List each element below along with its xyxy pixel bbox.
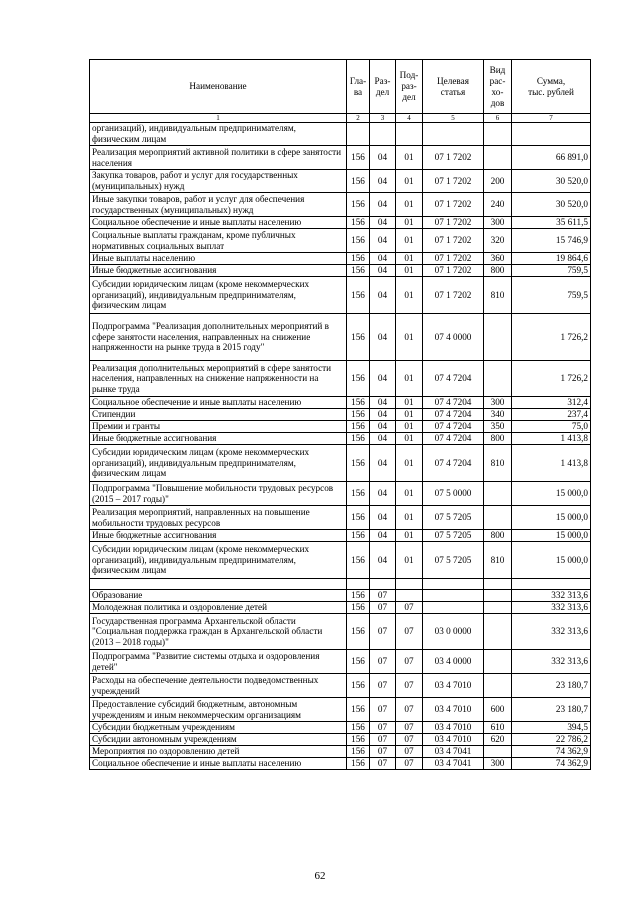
cell-section: 04 bbox=[370, 229, 396, 253]
cell-target-article bbox=[423, 590, 484, 602]
cell-expense-type: 360 bbox=[484, 253, 512, 265]
cell-target-article: 07 1 7202 bbox=[423, 277, 484, 314]
cell-section bbox=[370, 123, 396, 146]
cell-amount: 30 520,0 bbox=[512, 170, 591, 193]
cell-amount: 74 362,9 bbox=[512, 746, 591, 758]
cell-section: 04 bbox=[370, 265, 396, 277]
cell-expense-type: 600 bbox=[484, 698, 512, 722]
cell-name bbox=[90, 579, 347, 590]
cell-chapter: 156 bbox=[347, 170, 370, 193]
table-row bbox=[90, 542, 591, 579]
table-row bbox=[90, 229, 591, 253]
table-row bbox=[90, 445, 591, 482]
cell-expense-type: 200 bbox=[484, 170, 512, 193]
cell-target-article: 07 4 0000 bbox=[423, 314, 484, 361]
cell-name: организаций), индивидуальным предпринимателям, физическим лицам bbox=[90, 123, 347, 146]
cell-amount: 15 000,0 bbox=[512, 506, 591, 530]
cell-expense-type bbox=[484, 746, 512, 758]
table-row bbox=[90, 123, 591, 146]
cell-name: Расходы на обеспечение деятельности подведомственных учреждений bbox=[90, 674, 347, 698]
cell-amount: 19 864,6 bbox=[512, 253, 591, 265]
cell-subsection: 01 bbox=[396, 482, 423, 506]
cell-target-article: 07 1 7202 bbox=[423, 253, 484, 265]
cell-expense-type bbox=[484, 123, 512, 146]
cell-amount: 15 000,0 bbox=[512, 482, 591, 506]
header-name: Наименование bbox=[90, 60, 347, 114]
cell-subsection: 07 bbox=[396, 614, 423, 650]
cell-expense-type: 300 bbox=[484, 217, 512, 229]
cell-subsection: 07 bbox=[396, 722, 423, 734]
cell-name: Социальные выплаты гражданам, кроме публичных нормативных социальных выплат bbox=[90, 229, 347, 253]
cell-subsection: 07 bbox=[396, 746, 423, 758]
cell-amount: 15 746,9 bbox=[512, 229, 591, 253]
cell-name: Социальное обеспечение и иные выплаты населению bbox=[90, 758, 347, 770]
cell-target-article: 07 1 7202 bbox=[423, 217, 484, 229]
table-row bbox=[90, 193, 591, 217]
cell-section: 04 bbox=[370, 253, 396, 265]
header-subsection: Под- раз- дел bbox=[396, 60, 423, 114]
cell-target-article: 07 4 7204 bbox=[423, 409, 484, 421]
cell-name: Мероприятия по оздоровлению детей bbox=[90, 746, 347, 758]
cell-expense-type bbox=[484, 590, 512, 602]
cell-amount: 312,4 bbox=[512, 397, 591, 409]
cell-chapter: 156 bbox=[347, 482, 370, 506]
table-row bbox=[90, 506, 591, 530]
cell-amount: 15 000,0 bbox=[512, 530, 591, 542]
table-row bbox=[90, 397, 591, 409]
cell-chapter: 156 bbox=[347, 746, 370, 758]
cell-chapter: 156 bbox=[347, 253, 370, 265]
cell-amount: 759,5 bbox=[512, 277, 591, 314]
cell-name: Реализация мероприятий, направленных на повышение мобильности трудовых ресурсов bbox=[90, 506, 347, 530]
cell-section: 04 bbox=[370, 277, 396, 314]
cell-chapter: 156 bbox=[347, 314, 370, 361]
cell-section: 04 bbox=[370, 146, 396, 170]
cell-expense-type bbox=[484, 506, 512, 530]
cell-amount: 30 520,0 bbox=[512, 193, 591, 217]
cell-name: Государственная программа Архангельской области "Социальная поддержка граждан в Архангельской области (2013 – 2018 годы)" bbox=[90, 614, 347, 650]
cell-subsection: 01 bbox=[396, 193, 423, 217]
cell-expense-type: 350 bbox=[484, 421, 512, 433]
cell-expense-type bbox=[484, 579, 512, 590]
cell-target-article: 07 4 7204 bbox=[423, 445, 484, 482]
cell-chapter: 156 bbox=[347, 445, 370, 482]
cell-chapter: 156 bbox=[347, 614, 370, 650]
cell-expense-type: 300 bbox=[484, 397, 512, 409]
cell-expense-type: 300 bbox=[484, 758, 512, 770]
cell-name: Субсидии бюджетным учреждениям bbox=[90, 722, 347, 734]
cell-section: 07 bbox=[370, 590, 396, 602]
cell-chapter: 156 bbox=[347, 217, 370, 229]
cell-amount: 1 413,8 bbox=[512, 433, 591, 445]
table-row bbox=[90, 253, 591, 265]
cell-section: 04 bbox=[370, 421, 396, 433]
cell-expense-type: 800 bbox=[484, 433, 512, 445]
cell-chapter bbox=[347, 579, 370, 590]
cell-expense-type bbox=[484, 674, 512, 698]
cell-expense-type bbox=[484, 650, 512, 674]
cell-target-article: 07 5 7205 bbox=[423, 542, 484, 579]
cell-expense-type: 800 bbox=[484, 265, 512, 277]
cell-target-article: 03 0 0000 bbox=[423, 614, 484, 650]
cell-section bbox=[370, 579, 396, 590]
cell-section: 04 bbox=[370, 361, 396, 397]
cell-section: 07 bbox=[370, 722, 396, 734]
table-row bbox=[90, 277, 591, 314]
cell-name: Предоставление субсидий бюджетным, автономным учреждениям и иным некоммерческим организациям bbox=[90, 698, 347, 722]
table-row bbox=[90, 674, 591, 698]
cell-name: Подпрограмма "Повышение мобильности трудовых ресурсов (2015 – 2017 годы)" bbox=[90, 482, 347, 506]
cell-name: Молодежная политика и оздоровление детей bbox=[90, 602, 347, 614]
cell-name: Иные закупки товаров, работ и услуг для обеспечения государственных (муниципальных) нужд bbox=[90, 193, 347, 217]
cell-target-article: 07 4 7204 bbox=[423, 421, 484, 433]
cell-expense-type bbox=[484, 614, 512, 650]
table-row bbox=[90, 170, 591, 193]
cell-subsection: 07 bbox=[396, 758, 423, 770]
cell-expense-type: 610 bbox=[484, 722, 512, 734]
cell-subsection: 01 bbox=[396, 146, 423, 170]
cell-target-article: 07 5 7205 bbox=[423, 506, 484, 530]
cell-name: Закупка товаров, работ и услуг для государственных (муниципальных) нужд bbox=[90, 170, 347, 193]
cell-name: Иные бюджетные ассигнования bbox=[90, 530, 347, 542]
cell-target-article: 03 4 0000 bbox=[423, 650, 484, 674]
column-number: 2 bbox=[347, 114, 370, 123]
cell-amount: 1 726,2 bbox=[512, 314, 591, 361]
cell-subsection: 01 bbox=[396, 217, 423, 229]
header-target-article: Целевая статья bbox=[423, 60, 484, 114]
cell-target-article: 07 5 0000 bbox=[423, 482, 484, 506]
table-row bbox=[90, 433, 591, 445]
cell-amount: 332 313,6 bbox=[512, 650, 591, 674]
cell-target-article: 03 4 7010 bbox=[423, 734, 484, 746]
cell-amount: 66 891,0 bbox=[512, 146, 591, 170]
cell-expense-type: 810 bbox=[484, 445, 512, 482]
cell-amount: 394,5 bbox=[512, 722, 591, 734]
cell-name: Образование bbox=[90, 590, 347, 602]
cell-subsection: 07 bbox=[396, 698, 423, 722]
table-row bbox=[90, 602, 591, 614]
cell-name: Реализация мероприятий активной политики в сфере занятости населения bbox=[90, 146, 347, 170]
cell-subsection: 01 bbox=[396, 409, 423, 421]
cell-name: Подпрограмма "Реализация дополнительных мероприятий в сфере занятости населения, направленных на снижение напряженности на рынке труда в 2015 году" bbox=[90, 314, 347, 361]
column-number: 4 bbox=[396, 114, 423, 123]
cell-chapter: 156 bbox=[347, 734, 370, 746]
cell-expense-type: 620 bbox=[484, 734, 512, 746]
cell-target-article bbox=[423, 579, 484, 590]
cell-chapter: 156 bbox=[347, 397, 370, 409]
cell-subsection: 01 bbox=[396, 253, 423, 265]
cell-subsection: 01 bbox=[396, 397, 423, 409]
cell-amount: 15 000,0 bbox=[512, 542, 591, 579]
cell-target-article bbox=[423, 123, 484, 146]
column-number: 6 bbox=[484, 114, 512, 123]
cell-section: 04 bbox=[370, 542, 396, 579]
cell-amount: 332 313,6 bbox=[512, 602, 591, 614]
cell-name: Стипендии bbox=[90, 409, 347, 421]
cell-subsection bbox=[396, 579, 423, 590]
cell-chapter: 156 bbox=[347, 506, 370, 530]
cell-target-article: 07 1 7202 bbox=[423, 229, 484, 253]
cell-section: 04 bbox=[370, 193, 396, 217]
cell-section: 04 bbox=[370, 433, 396, 445]
cell-chapter: 156 bbox=[347, 722, 370, 734]
cell-subsection: 01 bbox=[396, 542, 423, 579]
cell-section: 07 bbox=[370, 746, 396, 758]
cell-expense-type: 240 bbox=[484, 193, 512, 217]
cell-chapter: 156 bbox=[347, 530, 370, 542]
cell-section: 04 bbox=[370, 170, 396, 193]
cell-amount: 332 313,6 bbox=[512, 614, 591, 650]
cell-subsection: 01 bbox=[396, 170, 423, 193]
cell-chapter: 156 bbox=[347, 361, 370, 397]
cell-section: 04 bbox=[370, 397, 396, 409]
table-body bbox=[90, 123, 591, 770]
table-row bbox=[90, 590, 591, 602]
cell-chapter: 156 bbox=[347, 758, 370, 770]
cell-amount: 22 786,2 bbox=[512, 734, 591, 746]
cell-section: 07 bbox=[370, 650, 396, 674]
cell-section: 07 bbox=[370, 614, 396, 650]
column-number: 3 bbox=[370, 114, 396, 123]
cell-chapter: 156 bbox=[347, 650, 370, 674]
cell-amount: 1 726,2 bbox=[512, 361, 591, 397]
cell-subsection: 07 bbox=[396, 674, 423, 698]
cell-subsection: 07 bbox=[396, 650, 423, 674]
table-row bbox=[90, 217, 591, 229]
cell-chapter: 156 bbox=[347, 409, 370, 421]
cell-expense-type bbox=[484, 482, 512, 506]
cell-subsection: 07 bbox=[396, 734, 423, 746]
cell-expense-type: 810 bbox=[484, 277, 512, 314]
cell-target-article: 07 4 7204 bbox=[423, 433, 484, 445]
table-row bbox=[90, 146, 591, 170]
cell-amount: 23 180,7 bbox=[512, 698, 591, 722]
cell-target-article: 07 1 7202 bbox=[423, 146, 484, 170]
column-number: 1 bbox=[90, 114, 347, 123]
cell-name: Премии и гранты bbox=[90, 421, 347, 433]
cell-subsection: 07 bbox=[396, 602, 423, 614]
cell-amount: 759,5 bbox=[512, 265, 591, 277]
cell-subsection: 01 bbox=[396, 421, 423, 433]
cell-section: 04 bbox=[370, 530, 396, 542]
cell-section: 04 bbox=[370, 506, 396, 530]
cell-name: Иные бюджетные ассигнования bbox=[90, 433, 347, 445]
cell-name: Социальное обеспечение и иные выплаты населению bbox=[90, 397, 347, 409]
table-row bbox=[90, 734, 591, 746]
table-row bbox=[90, 421, 591, 433]
cell-chapter: 156 bbox=[347, 590, 370, 602]
table-row bbox=[90, 579, 591, 590]
cell-name: Субсидии юридическим лицам (кроме некоммерческих организаций), индивидуальным предпринимателям, физическим лицам bbox=[90, 277, 347, 314]
cell-chapter: 156 bbox=[347, 229, 370, 253]
cell-subsection: 01 bbox=[396, 433, 423, 445]
column-number-row bbox=[90, 114, 591, 123]
table-row bbox=[90, 614, 591, 650]
cell-expense-type bbox=[484, 361, 512, 397]
cell-name: Иные бюджетные ассигнования bbox=[90, 265, 347, 277]
table-row bbox=[90, 314, 591, 361]
cell-expense-type bbox=[484, 602, 512, 614]
cell-chapter bbox=[347, 123, 370, 146]
cell-amount bbox=[512, 579, 591, 590]
cell-amount bbox=[512, 123, 591, 146]
table-row bbox=[90, 746, 591, 758]
cell-section: 04 bbox=[370, 445, 396, 482]
table-row bbox=[90, 530, 591, 542]
cell-amount: 75,0 bbox=[512, 421, 591, 433]
cell-chapter: 156 bbox=[347, 265, 370, 277]
cell-section: 07 bbox=[370, 674, 396, 698]
cell-chapter: 156 bbox=[347, 698, 370, 722]
table-row bbox=[90, 361, 591, 397]
cell-name: Субсидии юридическим лицам (кроме некоммерческих организаций), индивидуальным предпринимателям, физическим лицам bbox=[90, 445, 347, 482]
column-number: 5 bbox=[423, 114, 484, 123]
cell-subsection: 01 bbox=[396, 530, 423, 542]
cell-chapter: 156 bbox=[347, 433, 370, 445]
cell-section: 07 bbox=[370, 602, 396, 614]
table-row bbox=[90, 758, 591, 770]
cell-expense-type bbox=[484, 314, 512, 361]
cell-section: 07 bbox=[370, 698, 396, 722]
cell-expense-type: 800 bbox=[484, 530, 512, 542]
table-row bbox=[90, 698, 591, 722]
cell-chapter: 156 bbox=[347, 602, 370, 614]
header-chapter: Гла- ва bbox=[347, 60, 370, 114]
header-amount: Сумма, тыс. рублей bbox=[512, 60, 591, 114]
cell-target-article: 03 4 7010 bbox=[423, 722, 484, 734]
page-number: 62 bbox=[314, 870, 326, 882]
cell-subsection: 01 bbox=[396, 229, 423, 253]
cell-expense-type: 340 bbox=[484, 409, 512, 421]
cell-subsection bbox=[396, 123, 423, 146]
cell-name: Иные выплаты населению bbox=[90, 253, 347, 265]
budget-table bbox=[89, 59, 591, 770]
cell-amount: 237,4 bbox=[512, 409, 591, 421]
cell-target-article: 03 4 7041 bbox=[423, 746, 484, 758]
table-row bbox=[90, 722, 591, 734]
cell-target-article: 03 4 7010 bbox=[423, 698, 484, 722]
cell-name: Подпрограмма "Развитие системы отдыха и оздоровления детей" bbox=[90, 650, 347, 674]
cell-target-article: 07 5 7205 bbox=[423, 530, 484, 542]
cell-expense-type: 810 bbox=[484, 542, 512, 579]
cell-section: 07 bbox=[370, 758, 396, 770]
cell-subsection: 01 bbox=[396, 277, 423, 314]
cell-amount: 332 313,6 bbox=[512, 590, 591, 602]
cell-amount: 35 611,5 bbox=[512, 217, 591, 229]
cell-name: Социальное обеспечение и иные выплаты населению bbox=[90, 217, 347, 229]
cell-target-article: 07 1 7202 bbox=[423, 193, 484, 217]
cell-chapter: 156 bbox=[347, 542, 370, 579]
table-row bbox=[90, 482, 591, 506]
cell-amount: 74 362,9 bbox=[512, 758, 591, 770]
cell-chapter: 156 bbox=[347, 193, 370, 217]
cell-subsection bbox=[396, 590, 423, 602]
cell-subsection: 01 bbox=[396, 361, 423, 397]
header-row bbox=[90, 60, 591, 114]
cell-name: Субсидии юридическим лицам (кроме некоммерческих организаций), индивидуальным предпринимателям, физическим лицам bbox=[90, 542, 347, 579]
cell-section: 04 bbox=[370, 482, 396, 506]
cell-target-article: 07 1 7202 bbox=[423, 170, 484, 193]
cell-name: Реализация дополнительных мероприятий в сфере занятости населения, направленных на снижение напряженности на рынке труда bbox=[90, 361, 347, 397]
cell-target-article: 07 1 7202 bbox=[423, 265, 484, 277]
cell-expense-type bbox=[484, 146, 512, 170]
cell-target-article: 07 4 7204 bbox=[423, 397, 484, 409]
cell-chapter: 156 bbox=[347, 277, 370, 314]
cell-target-article: 07 4 7204 bbox=[423, 361, 484, 397]
cell-subsection: 01 bbox=[396, 506, 423, 530]
column-number: 7 bbox=[512, 114, 591, 123]
cell-target-article bbox=[423, 602, 484, 614]
header-section: Раз- дел bbox=[370, 60, 396, 114]
cell-target-article: 03 4 7041 bbox=[423, 758, 484, 770]
table-row bbox=[90, 650, 591, 674]
cell-subsection: 01 bbox=[396, 314, 423, 361]
cell-subsection: 01 bbox=[396, 445, 423, 482]
cell-section: 04 bbox=[370, 314, 396, 361]
table-row bbox=[90, 265, 591, 277]
table-row bbox=[90, 409, 591, 421]
cell-amount: 23 180,7 bbox=[512, 674, 591, 698]
cell-amount: 1 413,8 bbox=[512, 445, 591, 482]
cell-name: Субсидии автономным учреждениям bbox=[90, 734, 347, 746]
cell-section: 04 bbox=[370, 409, 396, 421]
cell-section: 04 bbox=[370, 217, 396, 229]
cell-subsection: 01 bbox=[396, 265, 423, 277]
cell-chapter: 156 bbox=[347, 674, 370, 698]
header-expense-type: Вид рас- хо- дов bbox=[484, 60, 512, 114]
cell-target-article: 03 4 7010 bbox=[423, 674, 484, 698]
cell-expense-type: 320 bbox=[484, 229, 512, 253]
cell-chapter: 156 bbox=[347, 421, 370, 433]
cell-section: 07 bbox=[370, 734, 396, 746]
cell-chapter: 156 bbox=[347, 146, 370, 170]
